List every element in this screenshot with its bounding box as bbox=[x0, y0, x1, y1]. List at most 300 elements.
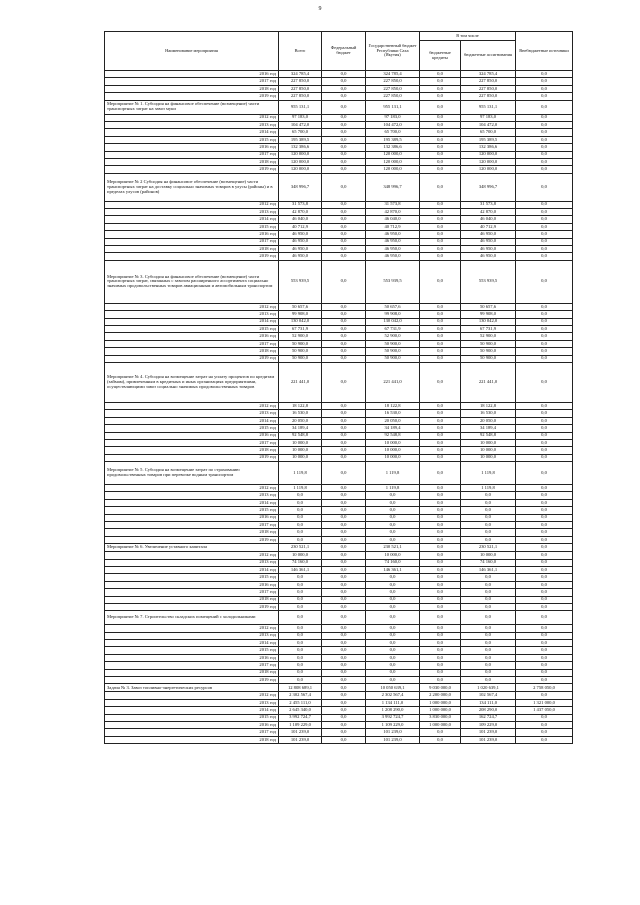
year-row bbox=[105, 238, 573, 245]
cell-credits: 0,0 bbox=[420, 136, 461, 143]
cell-federal: 0,0 bbox=[322, 654, 366, 661]
cell-subsidies: 230 521,1 bbox=[461, 544, 516, 552]
cell-subsidies: 0,0 bbox=[461, 522, 516, 529]
cell-credits: 0,0 bbox=[420, 566, 461, 573]
cell-total: 955 131,1 bbox=[279, 100, 322, 114]
cell-total: 46 950,0 bbox=[279, 231, 322, 238]
cell-credits: 0,0 bbox=[420, 158, 461, 165]
year-row bbox=[105, 552, 573, 559]
cell-state: 46 950,0 bbox=[366, 238, 420, 245]
cell-subsidies: 132 386,6 bbox=[461, 144, 516, 151]
year-row bbox=[105, 669, 573, 676]
cell-total: 3 992 724,7 bbox=[279, 714, 322, 721]
cell-extra: 0,0 bbox=[516, 318, 573, 325]
cell-total: 31 573,8 bbox=[279, 201, 322, 208]
year-row bbox=[105, 201, 573, 208]
cell-state: 0,0 bbox=[366, 492, 420, 499]
cell-name: 2016 год bbox=[105, 654, 279, 661]
cell-federal: 0,0 bbox=[322, 603, 366, 610]
cell-total: 120 000,0 bbox=[279, 151, 322, 158]
year-row bbox=[105, 499, 573, 506]
cell-extra: 0,0 bbox=[516, 100, 573, 114]
year-row bbox=[105, 559, 573, 566]
cell-state: 227 850,0 bbox=[366, 93, 420, 100]
cell-state: 146 361,1 bbox=[366, 566, 420, 573]
cell-credits: 0,0 bbox=[420, 216, 461, 223]
cell-federal: 0,0 bbox=[322, 425, 366, 432]
cell-subsidies: 0,0 bbox=[461, 632, 516, 639]
cell-credits: 0,0 bbox=[420, 529, 461, 536]
cell-total: 0,0 bbox=[279, 529, 322, 536]
year-row bbox=[105, 507, 573, 514]
cell-name: 2018 год bbox=[105, 246, 279, 253]
year-row bbox=[105, 714, 573, 721]
cell-name: 2012 год bbox=[105, 552, 279, 559]
cell-extra: 0,0 bbox=[516, 566, 573, 573]
cell-federal: 0,0 bbox=[322, 462, 366, 485]
year-row bbox=[105, 699, 573, 706]
cell-federal: 0,0 bbox=[322, 736, 366, 743]
cell-subsidies: 221 441,0 bbox=[461, 362, 516, 402]
cell-total: 0,0 bbox=[279, 499, 322, 506]
cell-state: 0,0 bbox=[366, 640, 420, 647]
cell-credits: 0,0 bbox=[420, 485, 461, 492]
cell-total: 50 900,0 bbox=[279, 340, 322, 347]
cell-total: 0,0 bbox=[279, 677, 322, 684]
cell-total: 0,0 bbox=[279, 536, 322, 543]
cell-state: 10 000,0 bbox=[366, 447, 420, 454]
cell-credits: 0,0 bbox=[420, 669, 461, 676]
cell-total: 0,0 bbox=[279, 522, 322, 529]
cell-extra: 0,0 bbox=[516, 574, 573, 581]
cell-state: 1 134 111,0 bbox=[366, 699, 420, 706]
cell-federal: 0,0 bbox=[322, 611, 366, 625]
cell-subsidies: 0,0 bbox=[461, 654, 516, 661]
cell-state: 230 521,1 bbox=[366, 544, 420, 552]
cell-subsidies: 67 731,9 bbox=[461, 325, 516, 332]
cell-subsidies: 0,0 bbox=[461, 647, 516, 654]
cell-extra: 0,0 bbox=[516, 462, 573, 485]
cell-extra: 0,0 bbox=[516, 522, 573, 529]
cell-federal: 0,0 bbox=[322, 596, 366, 603]
cell-state: 0,0 bbox=[366, 514, 420, 521]
cell-total: 0,0 bbox=[279, 507, 322, 514]
cell-name: 2013 год bbox=[105, 632, 279, 639]
cell-state: 0,0 bbox=[366, 574, 420, 581]
cell-state: 0,0 bbox=[366, 596, 420, 603]
cell-federal: 0,0 bbox=[322, 238, 366, 245]
cell-name: 2014 год bbox=[105, 216, 279, 223]
cell-state: 120 000,0 bbox=[366, 151, 420, 158]
cell-total: 1 119,8 bbox=[279, 462, 322, 485]
cell-name: 2014 год bbox=[105, 640, 279, 647]
cell-total: 16 530,0 bbox=[279, 410, 322, 417]
cell-state: 65 700,0 bbox=[366, 129, 420, 136]
cell-extra: 0,0 bbox=[516, 722, 573, 729]
year-row bbox=[105, 144, 573, 151]
cell-extra: 0,0 bbox=[516, 514, 573, 521]
section-row bbox=[105, 611, 573, 625]
cell-total: 46 950,0 bbox=[279, 246, 322, 253]
year-row bbox=[105, 736, 573, 743]
page-number: 9 bbox=[318, 6, 322, 12]
cell-subsidies: 0,0 bbox=[461, 611, 516, 625]
cell-total: 10 000,0 bbox=[279, 447, 322, 454]
cell-extra: 0,0 bbox=[516, 662, 573, 669]
cell-federal: 0,0 bbox=[322, 114, 366, 121]
cell-state: 221 441,0 bbox=[366, 362, 420, 402]
cell-federal: 0,0 bbox=[322, 589, 366, 596]
cell-extra: 0,0 bbox=[516, 114, 573, 121]
cell-name: 2014 год bbox=[105, 129, 279, 136]
cell-federal: 0,0 bbox=[322, 173, 366, 201]
cell-subsidies: 50 900,0 bbox=[461, 340, 516, 347]
cell-extra: 0,0 bbox=[516, 173, 573, 201]
cell-extra: 0,0 bbox=[516, 85, 573, 92]
year-row bbox=[105, 85, 573, 92]
year-row bbox=[105, 707, 573, 714]
cell-federal: 0,0 bbox=[322, 253, 366, 260]
cell-federal: 0,0 bbox=[322, 536, 366, 543]
year-row bbox=[105, 311, 573, 318]
cell-credits: 0,0 bbox=[420, 462, 461, 485]
cell-name: 2017 год bbox=[105, 522, 279, 529]
year-row bbox=[105, 677, 573, 684]
cell-subsidies: 10 000,0 bbox=[461, 447, 516, 454]
cell-extra: 0,0 bbox=[516, 432, 573, 439]
cell-state: 348 996,7 bbox=[366, 173, 420, 201]
cell-credits: 0,0 bbox=[420, 166, 461, 173]
cell-federal: 0,0 bbox=[322, 417, 366, 424]
year-row bbox=[105, 632, 573, 639]
cell-total: 0,0 bbox=[279, 611, 322, 625]
cell-subsidies: 1 119,8 bbox=[461, 485, 516, 492]
cell-subsidies: 0,0 bbox=[461, 536, 516, 543]
cell-state: 130 042,0 bbox=[366, 318, 420, 325]
cell-total: 10 000,0 bbox=[279, 454, 322, 461]
cell-federal: 0,0 bbox=[322, 325, 366, 332]
cell-credits: 0,0 bbox=[420, 173, 461, 201]
cell-state: 0,0 bbox=[366, 603, 420, 610]
cell-credits: 0,0 bbox=[420, 596, 461, 603]
cell-extra: 0,0 bbox=[516, 529, 573, 536]
cell-credits: 0,0 bbox=[420, 129, 461, 136]
cell-name: 2012 год bbox=[105, 625, 279, 632]
cell-extra: 0,0 bbox=[516, 692, 573, 699]
cell-extra: 0,0 bbox=[516, 544, 573, 552]
cell-state: 74 160,0 bbox=[366, 559, 420, 566]
cell-credits: 0,0 bbox=[420, 454, 461, 461]
cell-federal: 0,0 bbox=[322, 158, 366, 165]
cell-credits: 0,0 bbox=[420, 311, 461, 318]
cell-state: 10 000,0 bbox=[366, 552, 420, 559]
cell-name: Мероприятие № 3. Субсидия на финансовое обеспечение (возмещение) части транспортных затрат, связанных с завозом расширенного ассортимента социально значимых продовольственных товаров авиационным и автомобильным транспортом bbox=[105, 260, 279, 303]
year-row bbox=[105, 536, 573, 543]
cell-credits: 0,0 bbox=[420, 223, 461, 230]
cell-extra: 0,0 bbox=[516, 654, 573, 661]
cell-federal: 0,0 bbox=[322, 669, 366, 676]
cell-extra: 0,0 bbox=[516, 454, 573, 461]
cell-credits: 0,0 bbox=[420, 522, 461, 529]
cell-extra: 0,0 bbox=[516, 260, 573, 303]
cell-subsidies: 46 950,0 bbox=[461, 231, 516, 238]
cell-extra: 0,0 bbox=[516, 129, 573, 136]
cell-state: 0,0 bbox=[366, 625, 420, 632]
cell-credits: 0,0 bbox=[420, 100, 461, 114]
cell-federal: 0,0 bbox=[322, 485, 366, 492]
cell-subsidies: 0,0 bbox=[461, 499, 516, 506]
cell-total: 2 455 111,0 bbox=[279, 699, 322, 706]
cell-credits: 0,0 bbox=[420, 355, 461, 362]
year-row bbox=[105, 662, 573, 669]
cell-total: 221 441,0 bbox=[279, 362, 322, 402]
cell-state: 955 131,1 bbox=[366, 100, 420, 114]
cell-name: 2012 год bbox=[105, 303, 279, 310]
cell-name: 2015 год bbox=[105, 647, 279, 654]
cell-total: 10 000,0 bbox=[279, 552, 322, 559]
cell-extra: 0,0 bbox=[516, 640, 573, 647]
cell-subsidies: 955 131,1 bbox=[461, 100, 516, 114]
cell-subsidies: 0,0 bbox=[461, 640, 516, 647]
cell-state: 46 950,0 bbox=[366, 246, 420, 253]
cell-federal: 0,0 bbox=[322, 707, 366, 714]
cell-state: 10 050 639,1 bbox=[366, 684, 420, 692]
cell-total: 0,0 bbox=[279, 596, 322, 603]
cell-state: 20 050,0 bbox=[366, 417, 420, 424]
year-row bbox=[105, 640, 573, 647]
cell-name: 2015 год bbox=[105, 574, 279, 581]
cell-extra: 0,0 bbox=[516, 507, 573, 514]
cell-name: 2016 год bbox=[105, 722, 279, 729]
cell-name: 2018 год bbox=[105, 447, 279, 454]
cell-name: 2014 год bbox=[105, 707, 279, 714]
cell-subsidies: 99 908,0 bbox=[461, 311, 516, 318]
cell-subsidies: 553 939,5 bbox=[461, 260, 516, 303]
cell-total: 2 302 567,4 bbox=[279, 692, 322, 699]
cell-federal: 0,0 bbox=[322, 625, 366, 632]
cell-subsidies: 0,0 bbox=[461, 625, 516, 632]
cell-extra: 0,0 bbox=[516, 552, 573, 559]
cell-extra: 0,0 bbox=[516, 499, 573, 506]
year-row bbox=[105, 654, 573, 661]
cell-subsidies: 348 996,7 bbox=[461, 173, 516, 201]
cell-credits: 0,0 bbox=[420, 514, 461, 521]
cell-federal: 0,0 bbox=[322, 246, 366, 253]
cell-total: 324 785,4 bbox=[279, 71, 322, 78]
cell-total: 67 731,9 bbox=[279, 325, 322, 332]
cell-state: 120 000,0 bbox=[366, 158, 420, 165]
budget-table bbox=[104, 31, 573, 744]
cell-total: 0,0 bbox=[279, 632, 322, 639]
cell-federal: 0,0 bbox=[322, 514, 366, 521]
cell-federal: 0,0 bbox=[322, 454, 366, 461]
cell-credits: 0,0 bbox=[420, 574, 461, 581]
cell-federal: 0,0 bbox=[322, 529, 366, 536]
cell-total: 1 119,8 bbox=[279, 485, 322, 492]
year-row bbox=[105, 566, 573, 573]
cell-extra: 0,0 bbox=[516, 71, 573, 78]
year-row bbox=[105, 166, 573, 173]
cell-name: 2019 год bbox=[105, 454, 279, 461]
cell-state: 99 908,0 bbox=[366, 311, 420, 318]
cell-total: 42 870,0 bbox=[279, 209, 322, 216]
cell-federal: 0,0 bbox=[322, 439, 366, 446]
year-row bbox=[105, 93, 573, 100]
cell-name: 2013 год bbox=[105, 699, 279, 706]
cell-name: 2015 год bbox=[105, 714, 279, 721]
cell-name: Мероприятие № 6. Увеличение уставного капитала bbox=[105, 544, 279, 552]
cell-extra: 0,0 bbox=[516, 238, 573, 245]
cell-subsidies: 120 000,0 bbox=[461, 158, 516, 165]
cell-state: 0,0 bbox=[366, 522, 420, 529]
year-row bbox=[105, 216, 573, 223]
cell-total: 2 645 340,0 bbox=[279, 707, 322, 714]
year-row bbox=[105, 253, 573, 260]
year-row bbox=[105, 447, 573, 454]
cell-extra: 0,0 bbox=[516, 78, 573, 85]
cell-name: 2016 год bbox=[105, 71, 279, 78]
cell-subsidies: 52 900,0 bbox=[461, 333, 516, 340]
cell-subsidies: 50 900,0 bbox=[461, 355, 516, 362]
cell-total: 52 900,0 bbox=[279, 333, 322, 340]
cell-extra: 0,0 bbox=[516, 647, 573, 654]
cell-name: 2014 год bbox=[105, 499, 279, 506]
cell-name: Мероприятие № 4. Субсидия на возмещение затрат на уплату процентов по кредитам (займам), привлеченным в кредитных и иных организациях предприятиями, осуществляющими завоз социально значимых продовольственных товаров bbox=[105, 362, 279, 402]
year-row bbox=[105, 340, 573, 347]
cell-total: 74 160,0 bbox=[279, 559, 322, 566]
cell-subsidies: 109 229,0 bbox=[461, 722, 516, 729]
cell-total: 227 850,0 bbox=[279, 78, 322, 85]
cell-federal: 0,0 bbox=[322, 402, 366, 409]
cell-federal: 0,0 bbox=[322, 144, 366, 151]
cell-subsidies: 227 850,0 bbox=[461, 85, 516, 92]
cell-total: 120 000,0 bbox=[279, 158, 322, 165]
cell-federal: 0,0 bbox=[322, 677, 366, 684]
cell-state: 52 900,0 bbox=[366, 333, 420, 340]
year-row bbox=[105, 625, 573, 632]
cell-total: 65 700,0 bbox=[279, 129, 322, 136]
cell-name: Задача № 3. Завоз топливно-энергетических ресурсов bbox=[105, 684, 279, 692]
year-row bbox=[105, 348, 573, 355]
year-row bbox=[105, 318, 573, 325]
cell-state: 1 119,8 bbox=[366, 462, 420, 485]
cell-state: 227 850,0 bbox=[366, 85, 420, 92]
cell-credits: 0,0 bbox=[420, 447, 461, 454]
cell-state: 67 731,9 bbox=[366, 325, 420, 332]
cell-extra: 0,0 bbox=[516, 596, 573, 603]
cell-state: 46 950,0 bbox=[366, 253, 420, 260]
cell-federal: 0,0 bbox=[322, 714, 366, 721]
year-row bbox=[105, 454, 573, 461]
section-row bbox=[105, 173, 573, 201]
cell-credits: 0,0 bbox=[420, 333, 461, 340]
cell-name: 2016 год bbox=[105, 432, 279, 439]
cell-state: 46 040,0 bbox=[366, 216, 420, 223]
cell-extra: 0,0 bbox=[516, 231, 573, 238]
cell-total: 227 850,0 bbox=[279, 93, 322, 100]
cell-extra: 0,0 bbox=[516, 136, 573, 143]
cell-credits: 0,0 bbox=[420, 78, 461, 85]
cell-state: 0,0 bbox=[366, 529, 420, 536]
year-row bbox=[105, 246, 573, 253]
cell-state: 1 208 290,0 bbox=[366, 707, 420, 714]
year-row bbox=[105, 439, 573, 446]
cell-credits: 0,0 bbox=[420, 417, 461, 424]
year-row bbox=[105, 647, 573, 654]
cell-federal: 0,0 bbox=[322, 447, 366, 454]
cell-federal: 0,0 bbox=[322, 71, 366, 78]
cell-credits: 0,0 bbox=[420, 499, 461, 506]
cell-credits: 0,0 bbox=[420, 209, 461, 216]
cell-extra: 0,0 bbox=[516, 589, 573, 596]
cell-extra: 0,0 bbox=[516, 485, 573, 492]
year-row bbox=[105, 729, 573, 736]
year-row bbox=[105, 114, 573, 121]
cell-total: 1 109 229,0 bbox=[279, 722, 322, 729]
cell-subsidies: 130 042,0 bbox=[461, 318, 516, 325]
cell-subsidies: 0,0 bbox=[461, 669, 516, 676]
cell-name: Мероприятие № 5. Субсидия на возмещение затрат по страхованию продовольственных товаров при перевозке водным транспортом bbox=[105, 462, 279, 485]
cell-credits: 0,0 bbox=[420, 201, 461, 208]
cell-name: 2018 год bbox=[105, 158, 279, 165]
cell-subsidies: 16 530,0 bbox=[461, 410, 516, 417]
cell-total: 0,0 bbox=[279, 581, 322, 588]
cell-extra: 0,0 bbox=[516, 209, 573, 216]
cell-total: 50 900,0 bbox=[279, 348, 322, 355]
cell-credits: 0,0 bbox=[420, 303, 461, 310]
cell-subsidies: 40 712,9 bbox=[461, 223, 516, 230]
cell-credits: 9 030 000,0 bbox=[420, 684, 461, 692]
table-header bbox=[105, 32, 573, 71]
cell-state: 0,0 bbox=[366, 499, 420, 506]
cell-credits: 0,0 bbox=[420, 677, 461, 684]
section-row bbox=[105, 260, 573, 303]
cell-subsidies: 120 000,0 bbox=[461, 166, 516, 173]
year-row bbox=[105, 603, 573, 610]
cell-extra: 0,0 bbox=[516, 223, 573, 230]
cell-federal: 0,0 bbox=[322, 662, 366, 669]
year-row bbox=[105, 425, 573, 432]
cell-subsidies: 134 111,0 bbox=[461, 699, 516, 706]
year-row bbox=[105, 589, 573, 596]
cell-name: 2018 год bbox=[105, 669, 279, 676]
cell-total: 0,0 bbox=[279, 647, 322, 654]
cell-federal: 0,0 bbox=[322, 223, 366, 230]
year-row bbox=[105, 485, 573, 492]
cell-name: 2013 год bbox=[105, 209, 279, 216]
cell-federal: 0,0 bbox=[322, 522, 366, 529]
cell-state: 0,0 bbox=[366, 662, 420, 669]
cell-credits: 0,0 bbox=[420, 552, 461, 559]
cell-subsidies: 34 189,4 bbox=[461, 425, 516, 432]
cell-credits: 0,0 bbox=[420, 71, 461, 78]
cell-state: 0,0 bbox=[366, 581, 420, 588]
cell-state: 195 389,5 bbox=[366, 136, 420, 143]
cell-total: 0,0 bbox=[279, 574, 322, 581]
cell-total: 99 908,0 bbox=[279, 311, 322, 318]
cell-state: 50 900,0 bbox=[366, 340, 420, 347]
cell-name: 2015 год bbox=[105, 223, 279, 230]
year-row bbox=[105, 136, 573, 143]
cell-extra: 0,0 bbox=[516, 536, 573, 543]
cell-credits: 0,0 bbox=[420, 632, 461, 639]
year-row bbox=[105, 71, 573, 78]
cell-subsidies: 46 950,0 bbox=[461, 253, 516, 260]
section-row bbox=[105, 544, 573, 552]
cell-name: 2015 год bbox=[105, 136, 279, 143]
cell-credits: 0,0 bbox=[420, 729, 461, 736]
cell-subsidies: 324 785,4 bbox=[461, 71, 516, 78]
